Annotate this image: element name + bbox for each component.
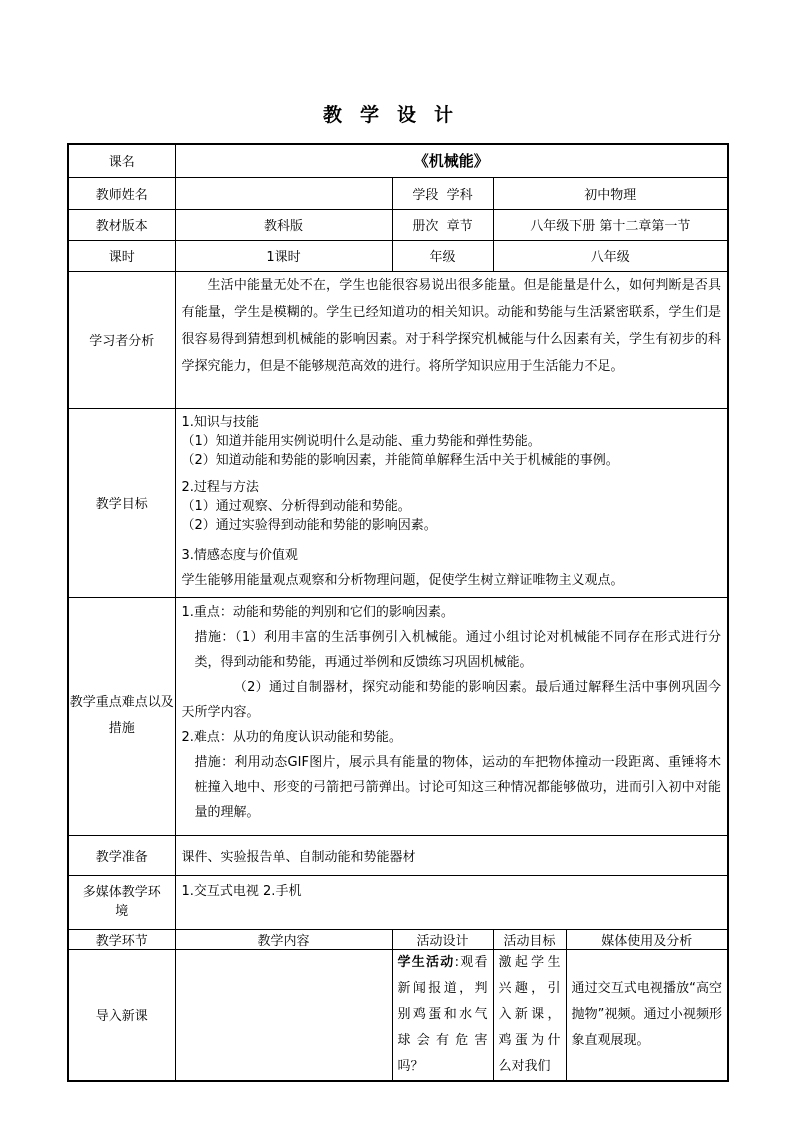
keypoint-focus-measure: 措施：（1）利用丰富的生活事例引入机械能。通过小组讨论对机械能不同存在形式进行分类，得到动能和势能，再通过举例和反馈练习巩固机械能。 — [194, 629, 722, 670]
activity-bold-label: 学生活动 — [397, 954, 455, 970]
objective-item: （1）通过观察、分析得到动能和势能。 — [181, 498, 411, 514]
stage-subject-value: 初中物理 — [493, 177, 728, 209]
objective-item: （1）知道并能用实例说明什么是动能、重力势能和弹性势能。 — [181, 433, 541, 449]
teacher-value — [175, 177, 392, 209]
preparation-label: 教学准备 — [68, 835, 175, 875]
course-value: 《机械能》 — [175, 144, 728, 177]
intro-activity — [392, 949, 493, 1081]
intro-goal: 激起学生兴趣，引入新课，鸡蛋为什么对我们 — [493, 949, 566, 1081]
process-header-row — [68, 929, 728, 949]
row-textbook — [68, 209, 728, 240]
keypoint-focus-measure-2: （2）通过自制器材，探究动能和势能的影响因素。最后通过解释生活中事例巩固今天所学内容。 — [181, 679, 722, 720]
lesson-plan-table — [67, 143, 729, 1082]
stage-intro: 导入新课 — [68, 949, 175, 1081]
volume-chapter-value: 八年级下册 第十二章第一节 — [493, 209, 728, 240]
objectives-label: 教学目标 — [68, 408, 175, 597]
row-period — [68, 240, 728, 271]
page-title: 教学设计 — [322, 104, 471, 126]
keypoint-focus: 1.重点：动能和势能的判别和它们的影响因素。 — [181, 604, 454, 620]
multimedia-text: 1.交互式电视 2.手机 — [175, 875, 728, 929]
learner-text: 生活中能量无处不在，学生也能很容易说出很多能量。但是能量是什么，如何判断是否具有能量，学生是模糊的。学生已经知道功的相关知识。动能和势能与生活紧密联系，学生们是很容易得到猜想到机械能的影响因素。对于科学探究机械能与什么因素有关，学生有初步的科学探究能力，但是不能够规范高效的进行。将所学知识应用于生活能力不足。 — [175, 271, 728, 408]
period-value: 1课时 — [175, 240, 392, 271]
header-activity: 活动设计 — [392, 929, 493, 949]
row-preparation — [68, 835, 728, 875]
intro-content — [175, 949, 392, 1081]
objective-item: （2）通过实验得到动能和势能的影响因素。 — [181, 517, 437, 533]
objectives-content — [175, 408, 728, 597]
row-course — [68, 144, 728, 177]
row-teacher — [68, 177, 728, 209]
header-stage: 教学环节 — [68, 929, 175, 949]
period-label: 课时 — [68, 240, 175, 271]
keypoint-difficulty-measure: 措施：利用动态GIF图片，展示具有能量的物体，运动的车把物体撞动一段距离、重锤将木桩撞入地中、形变的弓箭把弓箭弹出。讨论可知这三种情况都能够做功，进而引入初中对能量的理解。 — [194, 754, 722, 820]
keypoint-difficulty: 2.难点：从功的角度认识动能和势能。 — [181, 729, 402, 745]
header-media: 媒体使用及分析 — [566, 929, 728, 949]
objective-section-1-title: 1.知识与技能 — [181, 414, 259, 430]
volume-chapter-label: 册次 章节 — [392, 209, 493, 240]
objective-section-3-text: 学生能够用能量观点观察和分析物理问题，促使学生树立辩证唯物主义观点。 — [181, 572, 624, 588]
header-goal: 活动目标 — [493, 929, 566, 949]
process-row-intro — [68, 949, 728, 1081]
row-multimedia — [68, 875, 728, 929]
textbook-value: 教科版 — [175, 209, 392, 240]
teacher-label: 教师姓名 — [68, 177, 175, 209]
course-label: 课名 — [68, 144, 175, 177]
activity-text: :观看新闻报道，判别鸡蛋和水气球会有危害吗？ — [397, 954, 488, 1074]
row-keypoints — [68, 597, 728, 835]
textbook-label: 教材版本 — [68, 209, 175, 240]
grade-value: 八年级 — [493, 240, 728, 271]
objective-section-3-title: 3.情感态度与价值观 — [181, 547, 298, 563]
grade-label: 年级 — [392, 240, 493, 271]
stage-subject-label: 学段 学科 — [392, 177, 493, 209]
multimedia-label: 多媒体教学环境 — [68, 875, 175, 929]
intro-media: 通过交互式电视播放“高空抛物”视频。通过小视频形象直观展现。 — [566, 949, 728, 1081]
learner-label: 学习者分析 — [68, 271, 175, 408]
preparation-text: 课件、实验报告单、自制动能和势能器材 — [175, 835, 728, 875]
header-content: 教学内容 — [175, 929, 392, 949]
keypoints-label: 教学重点难点以及措施 — [68, 597, 175, 835]
objective-section-2-title: 2.过程与方法 — [181, 479, 259, 495]
keypoints-content — [175, 597, 728, 835]
row-learner-analysis — [68, 271, 728, 408]
objective-item: （2）知道动能和势能的影响因素，并能简单解释生活中关于机械能的事例。 — [181, 452, 619, 468]
row-objectives — [68, 408, 728, 597]
